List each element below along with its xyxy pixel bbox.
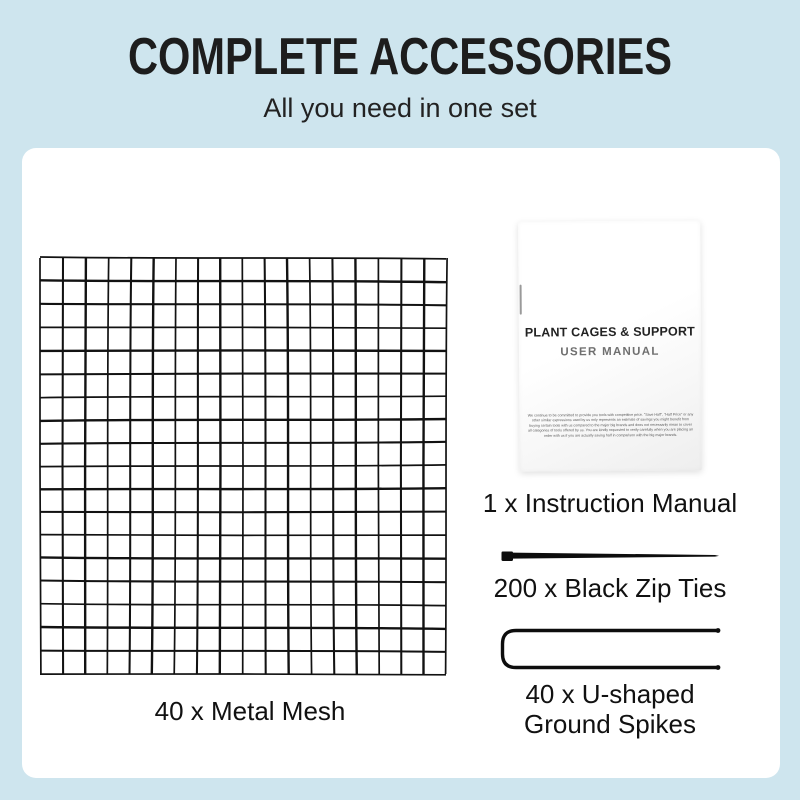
staple-mark — [520, 285, 522, 315]
ground-spikes-count-label — [440, 679, 780, 739]
ground-spikes-label-line1: 40 x U-shaped — [525, 679, 695, 709]
header — [0, 0, 800, 124]
content-panel — [22, 148, 780, 778]
manual-count-label: 1 x Instruction Manual — [482, 488, 738, 518]
instruction-manual-image — [518, 220, 702, 471]
page-subtitle: All you need in one set — [263, 93, 537, 123]
manual-cover-title: PLANT CAGES & SUPPORT — [524, 324, 696, 340]
manual-cover-subtitle: USER MANUAL — [560, 345, 660, 359]
ground-spike-image — [497, 625, 723, 673]
mesh-count-label: 40 x Metal Mesh — [154, 696, 346, 726]
manual-fine-print: We continue to be committed to provide you tools with competitive price. "Save Half", "Half Price" or any other similar expressions used by us only represents an estimate of savings you might benefit from buying certain tools with us compared to the major big brands and does not necessarily mean to cover all categories of tools offered by us. You are kindly requested to verify carefully when you are placing an order with us if you are actually saving half in comparison with the big major brands. — [527, 413, 694, 438]
ground-spikes-label-line2: Ground Spikes — [524, 709, 696, 739]
zip-tie-image — [501, 549, 719, 563]
metal-mesh-image — [38, 256, 448, 676]
zip-ties-count-label: 200 x Black Zip Ties — [493, 573, 727, 603]
page-title-text: COMPLETE ACCESSORIES — [128, 28, 672, 86]
page-title — [0, 0, 800, 86]
